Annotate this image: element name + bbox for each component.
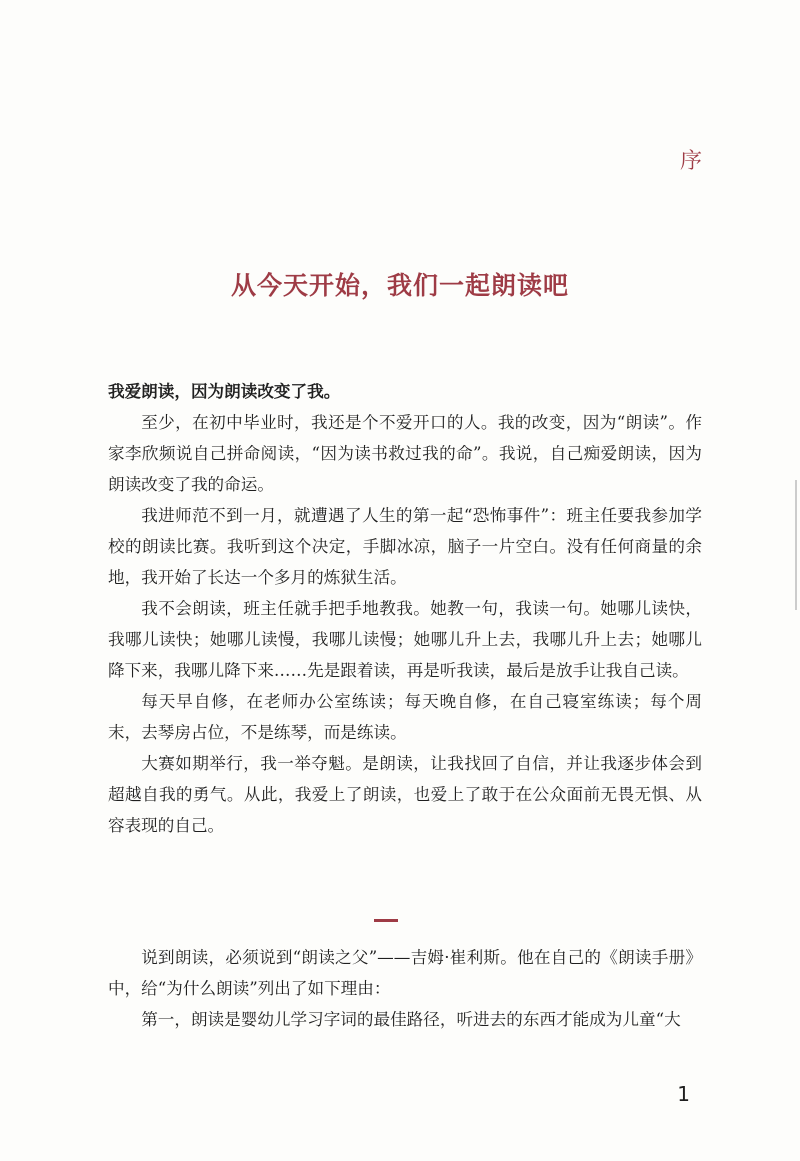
paragraph: 说到朗读，必须说到“朗读之父”——吉姆·崔利斯。他在自己的《朗读手册》中，给“为什么朗读”列出了如下理由： — [108, 948, 702, 998]
chapter-title: 从今天开始，我们一起朗读吧 — [230, 271, 569, 300]
intro-section — [108, 376, 702, 841]
page-number: 1 — [677, 1082, 690, 1106]
paragraph: 每天早自修，在老师办公室练读；每天晚自修，在自己寝室练读；每个周末，去琴房占位，不是练琴，而是练读。 — [108, 692, 702, 742]
page-edge-line — [795, 480, 797, 610]
paragraph: 我不会朗读，班主任就手把手地教我。她教一句，我读一句。她哪儿读快，我哪儿读快；她哪儿读慢，我哪儿读慢；她哪儿升上去，我哪儿升上去；她哪儿降下来，我哪儿降下来……先是跟着读，再是听我读，最后是放手让我自己读。 — [108, 599, 702, 680]
paragraph: 至少，在初中毕业时，我还是个不爱开口的人。我的改变，因为“朗读”。作家李欣频说自己拼命阅读，“因为读书救过我的命”。我说，自己痴爱朗读，因为朗读改变了我的命运。 — [108, 413, 702, 494]
paragraph: 第一，朗读是婴幼儿学习字词的最佳路径，听进去的东西才能成为儿童“大 — [141, 1010, 681, 1029]
section-one-marker — [374, 919, 398, 922]
preface-label: 序 — [679, 149, 702, 174]
paragraph: 大赛如期举行，我一举夺魁。是朗读，让我找回了自信，并让我逐步体会到超越自我的勇气。从此，我爱上了朗读，也爱上了敢于在公众面前无畏无惧、从容表现的自己。 — [108, 754, 702, 835]
intro-lead: 我爱朗读，因为朗读改变了我。 — [108, 382, 341, 401]
section-one — [108, 942, 702, 1035]
paragraph: 我进师范不到一月，就遭遇了人生的第一起“恐怖事件”：班主任要我参加学校的朗读比赛。我听到这个决定，手脚冰凉，脑子一片空白。没有任何商量的余地，我开始了长达一个多月的炼狱生活。 — [108, 506, 702, 587]
